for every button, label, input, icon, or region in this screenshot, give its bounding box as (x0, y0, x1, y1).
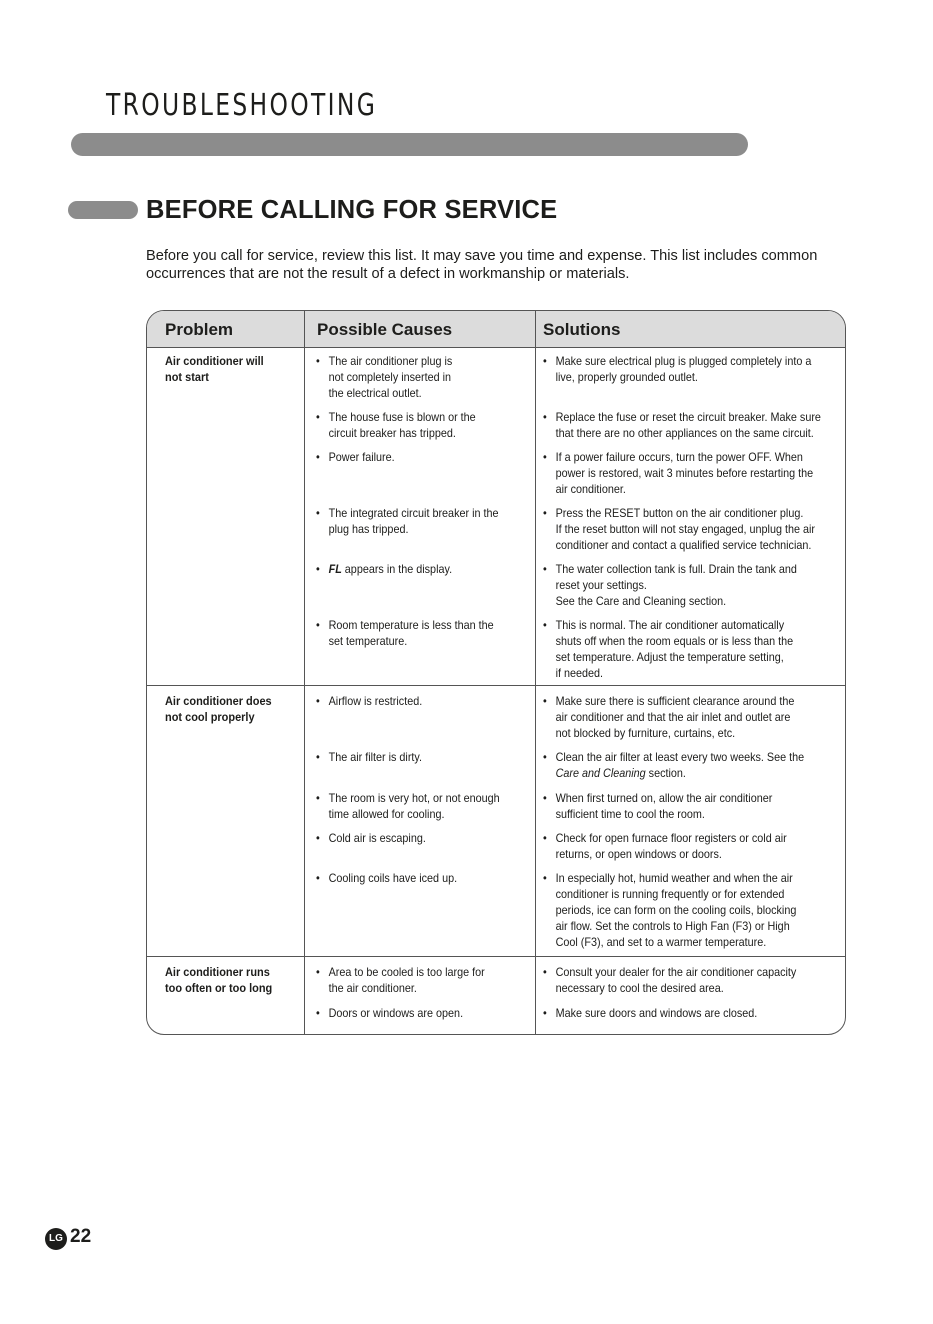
section-title: BEFORE CALLING FOR SERVICE (146, 196, 558, 224)
text-line: sufficient time to cool the room. (555, 807, 705, 821)
text-line: set temperature. Adjust the temperature setting, (555, 650, 784, 664)
problem-cell (165, 964, 272, 996)
text-line: air conditioner and that the air inlet and outlet are (555, 710, 791, 724)
text-line: See the Care and Cleaning section. (555, 594, 727, 608)
text-line: not start (165, 370, 209, 384)
solution-cell (543, 870, 846, 950)
text-line: The water collection tank is full. Drain the tank and (555, 562, 797, 576)
text-line: power is restored, wait 3 minutes before restarting the (555, 466, 814, 480)
text-line: necessary to cool the desired area. (555, 981, 724, 995)
text-line: air conditioner. (555, 482, 626, 496)
row-divider (147, 685, 845, 686)
text-line: air flow. Set the controls to High Fan (F3) or High (555, 919, 790, 933)
text-line: time allowed for cooling. (328, 807, 445, 821)
table-header-row (147, 311, 845, 348)
text-line: Room temperature is less than the (328, 618, 494, 632)
text-line: Clean the air filter at least every two weeks. See the (555, 750, 805, 764)
solution-cell (543, 353, 846, 385)
cause-cell (316, 790, 545, 822)
text-line: set temperature. (328, 634, 408, 648)
text-line: The integrated circuit breaker in the (328, 506, 499, 520)
text-line: circuit breaker has tripped. (328, 426, 456, 440)
text-line: If a power failure occurs, turn the power OFF. When (555, 450, 803, 464)
cause-cell (316, 870, 545, 886)
solution-cell (543, 449, 846, 497)
text-line: The house fuse is blown or the (328, 410, 476, 424)
text-line: In especially hot, humid weather and when the air (555, 871, 793, 885)
row-divider (147, 956, 845, 957)
text-line: conditioner and contact a qualified service technician. (555, 538, 812, 552)
text-line: appears in the display. (341, 562, 453, 576)
text-line: if needed. (555, 666, 604, 680)
cause-cell (316, 1005, 545, 1021)
text-line: conditioner is running frequently or for extended (555, 887, 785, 901)
text-line: The room is very hot, or not enough (328, 791, 500, 805)
cause-cell (316, 749, 545, 765)
solution-cell (543, 617, 846, 681)
cause-cell (316, 409, 545, 441)
text-line: If the reset button will not stay engaged, unplug the air (555, 522, 815, 536)
text-line: not blocked by furniture, curtains, etc. (555, 726, 736, 740)
section-marker-pill (68, 201, 138, 219)
text-line: Replace the fuse or reset the circuit breaker. Make sure (555, 410, 821, 424)
intro-paragraph (146, 248, 846, 283)
solution-cell (543, 749, 846, 781)
section-reference: Care and Cleaning (555, 766, 646, 780)
solution-cell (543, 505, 846, 553)
text-line: Check for open furnace floor registers or cold air (555, 831, 787, 845)
solution-cell (543, 790, 846, 822)
text-line: Cool (F3), and set to a warmer temperature. (555, 935, 767, 949)
solution-cell (543, 830, 846, 862)
text-line: Doors or windows are open. (328, 1006, 464, 1020)
intro-line-2: occurrences that are not the result of a defect in workmanship or materials. (146, 265, 630, 282)
display-code: FL (328, 562, 342, 576)
text-line: the electrical outlet. (328, 386, 422, 400)
text-line: plug has tripped. (328, 522, 409, 536)
chapter-divider-bar (71, 133, 748, 156)
text-line: not cool properly (165, 710, 255, 724)
header-causes: Possible Causes (317, 320, 453, 339)
header-problem: Problem (165, 320, 234, 339)
cause-cell (316, 561, 545, 577)
solution-cell (543, 964, 846, 996)
problem-cell (165, 693, 272, 725)
text-line: Air conditioner runs (165, 965, 270, 979)
text-line: Make sure electrical plug is plugged completely into a (555, 354, 812, 368)
text-line: Make sure doors and windows are closed. (555, 1006, 758, 1020)
solution-cell (543, 693, 846, 741)
header-solutions: Solutions (543, 320, 621, 339)
text-line: This is normal. The air conditioner automatically (555, 618, 785, 632)
intro-line-1: Before you call for service, review this list. It may save you time and expense. This list includes common (146, 248, 818, 264)
text-line: Power failure. (328, 450, 395, 464)
text-line: periods, ice can form on the cooling coils, blocking (555, 903, 797, 917)
text-line: Air conditioner does (165, 694, 272, 708)
text-line: Press the RESET button on the air conditioner plug. (555, 506, 804, 520)
cause-cell (316, 693, 545, 709)
text-line: The air filter is dirty. (328, 750, 423, 764)
column-divider (304, 311, 305, 1034)
text-line: Area to be cooled is too large for (328, 965, 485, 979)
text-line: reset your settings. (555, 578, 647, 592)
text-line: that there are no other appliances on the same circuit. (555, 426, 814, 440)
text-line: Make sure there is sufficient clearance around the (555, 694, 795, 708)
cause-cell (316, 830, 545, 846)
cause-cell (316, 617, 545, 649)
solution-cell (543, 409, 846, 441)
lg-logo-icon: LG (45, 1228, 67, 1250)
text-line: Cold air is escaping. (328, 831, 426, 845)
text-line: Consult your dealer for the air conditioner capacity (555, 965, 797, 979)
text-line: Cooling coils have iced up. (328, 871, 458, 885)
solution-cell (543, 561, 846, 609)
cause-cell (316, 964, 545, 996)
text-line: Airflow is restricted. (328, 694, 423, 708)
text-line: live, properly grounded outlet. (555, 370, 698, 384)
cause-cell (316, 353, 545, 401)
page-number: 22 (70, 1226, 92, 1247)
text-line: the air conditioner. (328, 981, 417, 995)
troubleshooting-table (146, 310, 846, 1035)
solution-cell (543, 1005, 846, 1021)
text-line: When first turned on, allow the air conditioner (555, 791, 773, 805)
chapter-title: TROUBLESHOOTING (106, 88, 378, 123)
problem-cell (165, 353, 264, 385)
text-line: section. (645, 766, 686, 780)
cause-cell (316, 449, 545, 465)
text-line: Air conditioner will (165, 354, 264, 368)
text-line: too often or too long (165, 981, 273, 995)
cause-cell (316, 505, 545, 537)
text-line: The air conditioner plug is (328, 354, 453, 368)
text-line: not completely inserted in (328, 370, 452, 384)
text-line: shuts off when the room equals or is less than the (555, 634, 794, 648)
text-line: returns, or open windows or doors. (555, 847, 722, 861)
